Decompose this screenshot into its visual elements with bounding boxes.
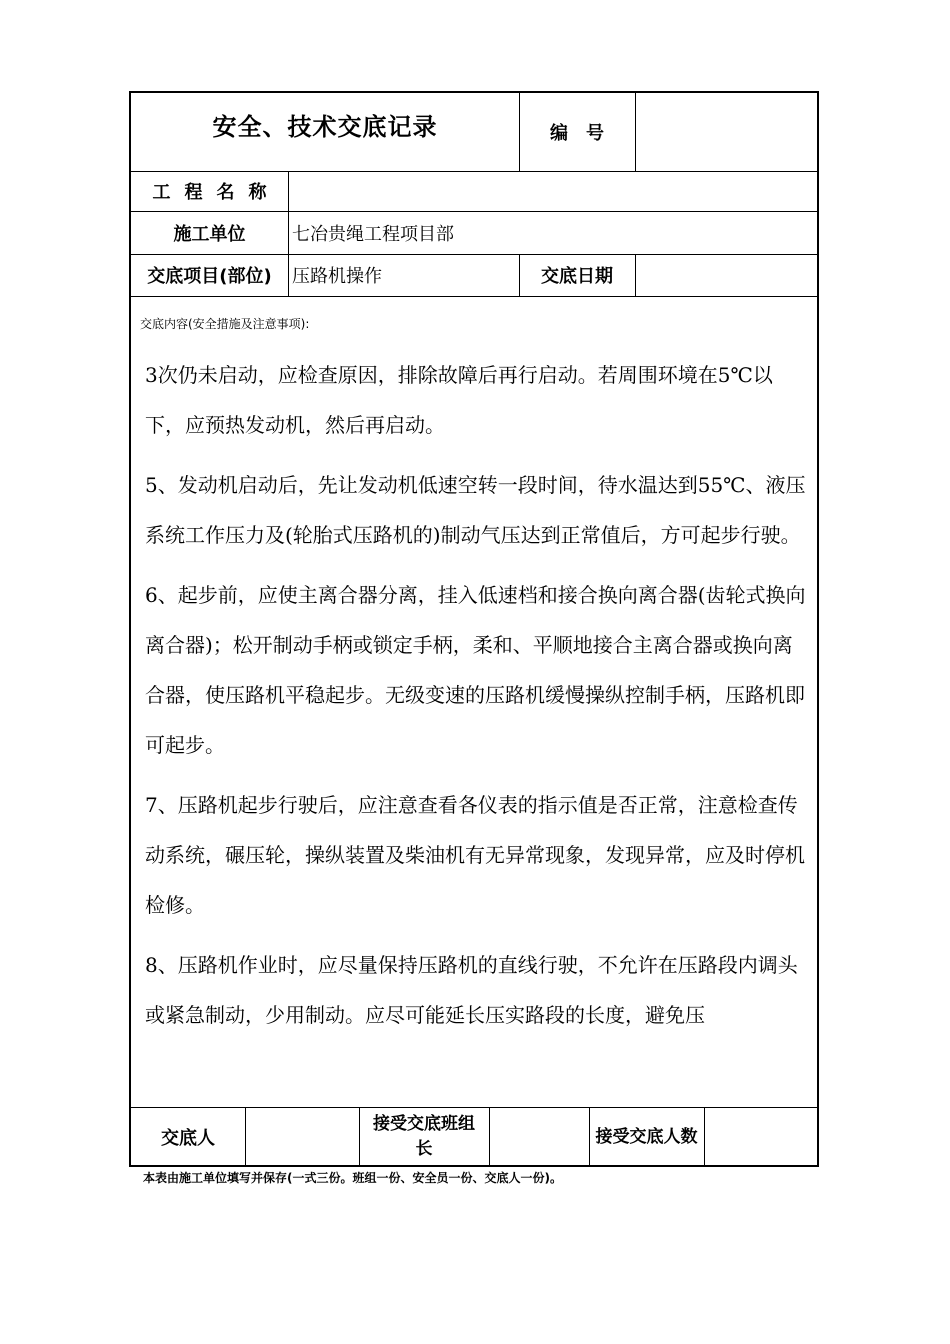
discloser-label: 交底人: [161, 1128, 215, 1149]
form-title: 安全、技术交底记录: [212, 113, 438, 141]
content-text: [145, 350, 807, 1050]
discloser-field[interactable]: [245, 1107, 359, 1167]
disclosure-item-field[interactable]: 压路机操作: [292, 266, 382, 287]
team-leader-field[interactable]: [489, 1107, 589, 1167]
disclosure-date-field[interactable]: [635, 254, 817, 296]
number-label: 编 号: [550, 123, 604, 144]
content-paragraph: 5、发动机启动后，先让发动机低速空转一段时间，待水温达到55℃、液压系统工作压力及(轮胎式压路机的)制动气压达到正常值后，方可起步行驶。: [145, 473, 806, 547]
disclosure-date-label: 交底日期: [541, 266, 613, 287]
project-name-label: 工程名称: [152, 182, 281, 203]
number-field[interactable]: [635, 93, 817, 171]
content-paragraph: 3次仍未启动，应检查原因，排除故障后再行启动。若周围环境在5℃以下，应预热发动机，然后再启动。: [145, 363, 773, 437]
recipients-count-field[interactable]: [704, 1107, 817, 1167]
construction-unit-field[interactable]: 七冶贵绳工程项目部: [292, 223, 454, 245]
content-label: 交底内容(安全措施及注意事项):: [140, 317, 310, 331]
content-paragraph: 8、压路机作业时，应尽量保持压路机的直线行驶，不允许在压路段内调头或紧急制动，少用制动。应尽可能延长压实路段的长度，避免压: [145, 953, 798, 1027]
disclosure-record-form: [129, 91, 819, 1167]
recipients-count-label: 接受交底人数: [595, 1126, 698, 1147]
content-paragraph: 7、压路机起步行驶后，应注意查看各仪表的指示值是否正常，注意检查传动系统，碾压轮，操纵装置及柴油机有无异常现象，发现异常，应及时停机检修。: [145, 793, 805, 917]
footer-note: 本表由施工单位填写并保存(一式三份。班组一份、安全员一份、交底人一份)。: [143, 1171, 562, 1185]
content-paragraph: 6、起步前，应使主离合器分离，挂入低速档和接合换向离合器(齿轮式换向离合器)；松开制动手柄或锁定手柄，柔和、平顺地接合主离合器或换向离合器，使压路机平稳起步。无级变速的压路机缓慢操纵控制手柄，压路机即可起步。: [145, 583, 806, 757]
team-leader-label: 接受交底班组长: [373, 1114, 475, 1159]
disclosure-item-label: 交底项目(部位): [147, 266, 272, 287]
project-name-field[interactable]: [288, 171, 817, 211]
construction-unit-label: 施工单位: [173, 223, 246, 245]
row-divider: [131, 296, 817, 297]
